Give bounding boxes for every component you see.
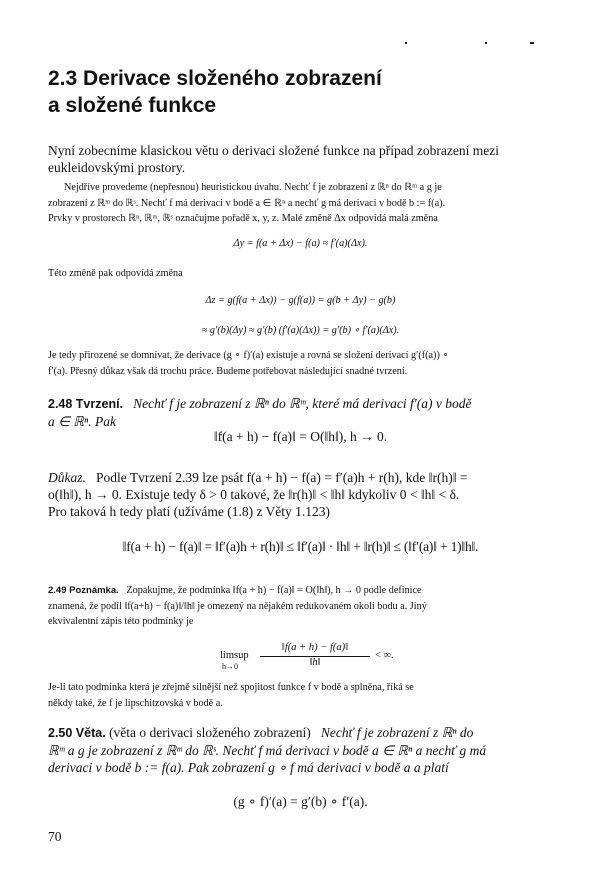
intro-line: Nyní zobecníme klasickou větu o derivaci složené funkce na případ zobrazení mezi	[48, 143, 499, 158]
proposition-text: Nechť f je zobrazení z ℝⁿ do ℝᵐ, které má derivaci f′(a) v bodě	[133, 396, 472, 411]
remark-continuation	[48, 680, 553, 711]
proposition-equation: ‖f(a + h) − f(a)‖ = O(‖h‖), h → 0.	[213, 429, 388, 444]
limsup-operator: limsup	[220, 650, 249, 661]
theorem-label: 2.50 Věta.	[48, 726, 106, 740]
proposition-label: 2.48 Tvrzení.	[48, 397, 124, 411]
section-title	[48, 65, 382, 119]
heuristic-conclusion	[48, 348, 553, 379]
limsup-formula	[220, 642, 420, 672]
limsup-tail: < ∞.	[375, 650, 394, 661]
heuristic-line: Je tedy přirozené se domnívat, že derivace (g ∘ f)′(a) existuje a rovná se složení derivací g′(f(a)) ∘	[48, 350, 449, 361]
intro-line: eukleidovskými prostory.	[48, 160, 186, 175]
proposition-line	[48, 395, 553, 413]
theorem-line: ℝᵐ a g je zobrazení z ℝᵐ do ℝˢ. Nechť f má derivaci v bodě a ∈ ℝⁿ a nechť g má	[48, 743, 487, 758]
theorem-line: derivaci v bodě b := f(a). Pak zobrazení g ∘ f má derivaci v bodě a a platí	[48, 760, 449, 775]
proof-text: Podle Tvrzení 2.39 lze psát f(a + h) − f(a) = f′(a)h + r(h), kde ‖r(h)‖ =	[96, 470, 468, 485]
remark-line: někdy také, že f je lipschitzovská v bodě a.	[48, 697, 223, 709]
proof-line: o(‖h‖), h → 0. Existuje tedy δ > 0 takové, že ‖r(h)‖ < ‖h‖ kdykoliv 0 < ‖h‖ < δ.	[48, 487, 460, 502]
section-title-line2: a složené funkce	[48, 94, 217, 117]
theorem-2-50	[48, 724, 553, 776]
heuristic-line: Nejdříve provedeme (nepřesnou) heuristickou úvahu. Nechť f je zobrazení z ℝⁿ do ℝᵐ a g je	[64, 182, 442, 193]
proposition-2-48	[48, 395, 553, 430]
header-dot	[485, 42, 487, 44]
section-title-line1: 2.3 Derivace složeného zobrazení	[48, 67, 382, 90]
remark-label: 2.49 Poznámka.	[48, 585, 119, 596]
proof-line	[48, 469, 553, 486]
equation-delta-y: Δy = f(a + Δx) − f(a) ≈ f′(a)(Δx).	[233, 238, 368, 249]
theorem-text: Nechť f je zobrazení z ℝⁿ do	[320, 725, 474, 740]
header-dot	[405, 42, 407, 44]
equation-delta-z: Δz = g(f(a + Δx)) − g(f(a)) = g(b + Δy) − g(b)	[205, 295, 396, 306]
heuristic-paragraph	[48, 180, 553, 227]
limsup-subscript: h→0	[222, 662, 238, 671]
equation-approx: ≈ g′(b)(Δy) ≈ g′(b) (f′(a)(Δx)) = g′(b) ∘ f′(a)(Δx).	[201, 325, 400, 336]
theorem-equation: (g ∘ f)′(a) = g′(b) ∘ f′(a).	[233, 794, 368, 809]
theorem-line	[48, 724, 553, 742]
proposition-line: a ∈ ℝⁿ. Pak	[48, 414, 116, 429]
header-marks	[400, 42, 540, 48]
page-number: 70	[48, 829, 62, 844]
fraction-denominator: ‖h‖	[309, 657, 321, 668]
heuristic-line: Této změně pak odpovídá změna	[48, 268, 183, 279]
intro-paragraph	[48, 142, 553, 176]
remark-line	[48, 583, 553, 599]
remark-text: Zopakujme, že podmínka ‖f(a + h) − f(a)‖ = O(‖h‖), h → 0 podle definice	[126, 585, 422, 596]
remark-2-49	[48, 583, 553, 630]
heuristic-line: Prvky v prostorech ℝⁿ, ℝᵐ, ℝˢ označujme pořadě x, y, z. Malé změně Δx odpovídá malá změna	[48, 213, 438, 224]
remark-line: Je-li tato podmínka která je zřejmě silnější než spojitost funkce f v bodě a splněna, říká se	[48, 682, 414, 693]
proof-label: Důkaz.	[48, 470, 86, 485]
proof-equation: ‖f(a + h) − f(a)‖ = ‖f′(a)h + r(h)‖ ≤ ‖f′(a)‖ · ‖h‖ + ‖r(h)‖ ≤ (‖f′(a)‖ + 1)‖h‖.	[122, 539, 479, 554]
theorem-title: (věta o derivaci složeného zobrazení)	[109, 725, 311, 740]
proof-line: Pro taková h tedy platí (užíváme (1.8) z Věty 1.123)	[48, 504, 331, 519]
fraction-numerator: ‖f(a + h) − f(a)‖	[281, 642, 349, 653]
heuristic-line: f′(a). Přesný důkaz však dá trochu práce. Budeme potřebovat následující snadné tvrzení.	[48, 365, 408, 377]
header-dot	[530, 42, 534, 44]
remark-line: ekvivalentní zápis této podmínky je	[48, 616, 194, 627]
proof	[48, 469, 553, 520]
heuristic-line: zobrazení z ℝᵐ do ℝˢ. Nechť f má derivaci v bodě a ∈ ℝⁿ a nechť g má derivaci v bodě b := f(a).	[48, 197, 446, 209]
remark-line: znamená, že podíl ‖f(a+h) − f(a)‖/‖h‖ je omezený na nějakém redukovaném okolí bodu a. Jiný	[48, 600, 427, 612]
